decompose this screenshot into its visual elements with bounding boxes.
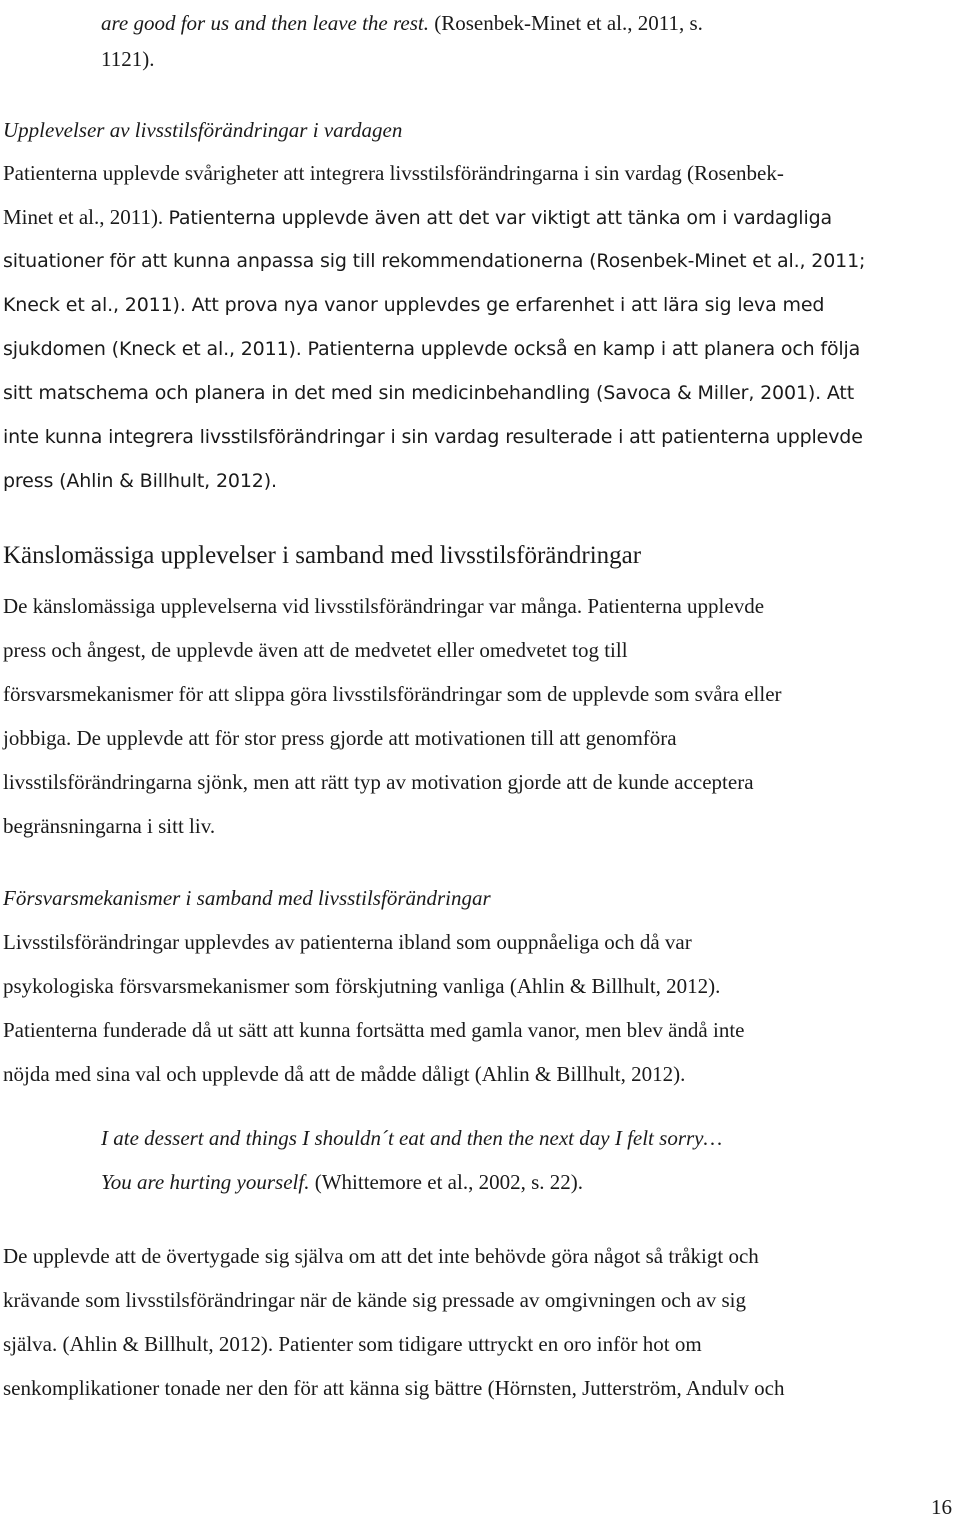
paragraph-line: krävande som livsstilsförändringar när de kände sig pressade av omgivningen och av sig: [3, 1288, 746, 1312]
block-quote-line: [101, 10, 703, 36]
section-heading-vardagen: Upplevelser av livsstilsförändringar i vardagen: [3, 118, 403, 142]
paragraph-line: Patienterna upplevde svårigheter att integrera livsstilsförändringarna i sin vardag (Rosenbek-: [3, 161, 784, 185]
paragraph-line: Livsstilsförändringar upplevdes av patienterna ibland som ouppnåeliga och då var: [3, 930, 692, 954]
paragraph-line: inte kunna integrera livsstilsförändringar i sin vardag resulterade i att patienterna upplevde: [3, 426, 863, 448]
paragraph-line: De känslomässiga upplevelserna vid livsstilsförändringar var många. Patienterna upplevde: [3, 594, 765, 618]
page-number: 16: [931, 1495, 952, 1519]
paragraph-line: [3, 204, 832, 231]
block-quote-line: 1121).: [101, 47, 155, 71]
paragraph-text: Patienterna upplevde även att det var viktigt att tänka om i vardagliga: [168, 207, 832, 229]
quote-italic-text: You are hurting yourself.: [101, 1170, 310, 1194]
paragraph-line: De upplevde att de övertygade sig själva om att det inte behövde göra något så tråkigt och: [3, 1244, 759, 1268]
block-quote-line: I ate dessert and things I shouldn´t eat and then the next day I felt sorry…: [101, 1126, 723, 1150]
paragraph-line: nöjda med sina val och upplevde då att de mådde dåligt (Ahlin & Billhult, 2012).: [3, 1062, 686, 1086]
quote-citation: (Whittemore et al., 2002, s. 22).: [309, 1170, 583, 1194]
section-heading-kanslo: Känslomässiga upplevelser i samband med livsstilsförändringar: [3, 542, 642, 569]
paragraph-line: situationer för att kunna anpassa sig till rekommendationerna (Rosenbek-Minet et al., 2011;: [3, 250, 866, 272]
quote-citation: (Rosenbek-Minet et al., 2011, s.: [428, 11, 703, 35]
paragraph-text: Minet et al., 2011).: [3, 205, 169, 229]
paragraph-line: Patienterna funderade då ut sätt att kunna fortsätta med gamla vanor, men blev ändå inte: [3, 1018, 745, 1042]
paragraph-line: press och ångest, de upplevde även att de medvetet eller omedvetet tog till: [3, 638, 628, 662]
paragraph-line: sjukdomen (Kneck et al., 2011). Patienterna upplevde också en kamp i att planera och följa: [3, 338, 861, 360]
paragraph-line: Kneck et al., 2011). Att prova nya vanor upplevdes ge erfarenhet i att lära sig leva med: [3, 294, 825, 316]
paragraph-line: begränsningarna i sitt liv.: [3, 814, 216, 838]
section-heading-forsvar: Försvarsmekanismer i samband med livsstilsförändringar: [3, 886, 491, 910]
paragraph-line: livsstilsförändringarna sjönk, men att rätt typ av motivation gjorde att de kunde acceptera: [3, 770, 754, 794]
paragraph-line: jobbiga. De upplevde att för stor press gjorde att motivationen till att genomföra: [3, 726, 677, 750]
paragraph-line: själva. (Ahlin & Billhult, 2012). Patienter som tidigare uttryckt en oro inför hot om: [3, 1332, 702, 1356]
paragraph-line: försvarsmekanismer för att slippa göra livsstilsförändringar som de upplevde som svåra eller: [3, 682, 782, 706]
paragraph-line: sitt matschema och planera in det med sin medicinbehandling (Savoca & Miller, 2001). Att: [3, 382, 855, 404]
paragraph-line: senkomplikationer tonade ner den för att känna sig bättre (Hörnsten, Jutterström, Andulv och: [3, 1376, 785, 1400]
quote-italic-text: are good for us and then leave the rest.: [101, 11, 429, 35]
paragraph-line: press (Ahlin & Billhult, 2012).: [3, 470, 277, 492]
paragraph-line: psykologiska försvarsmekanismer som förskjutning vanliga (Ahlin & Billhult, 2012).: [3, 974, 721, 998]
block-quote-line: [101, 1169, 583, 1195]
